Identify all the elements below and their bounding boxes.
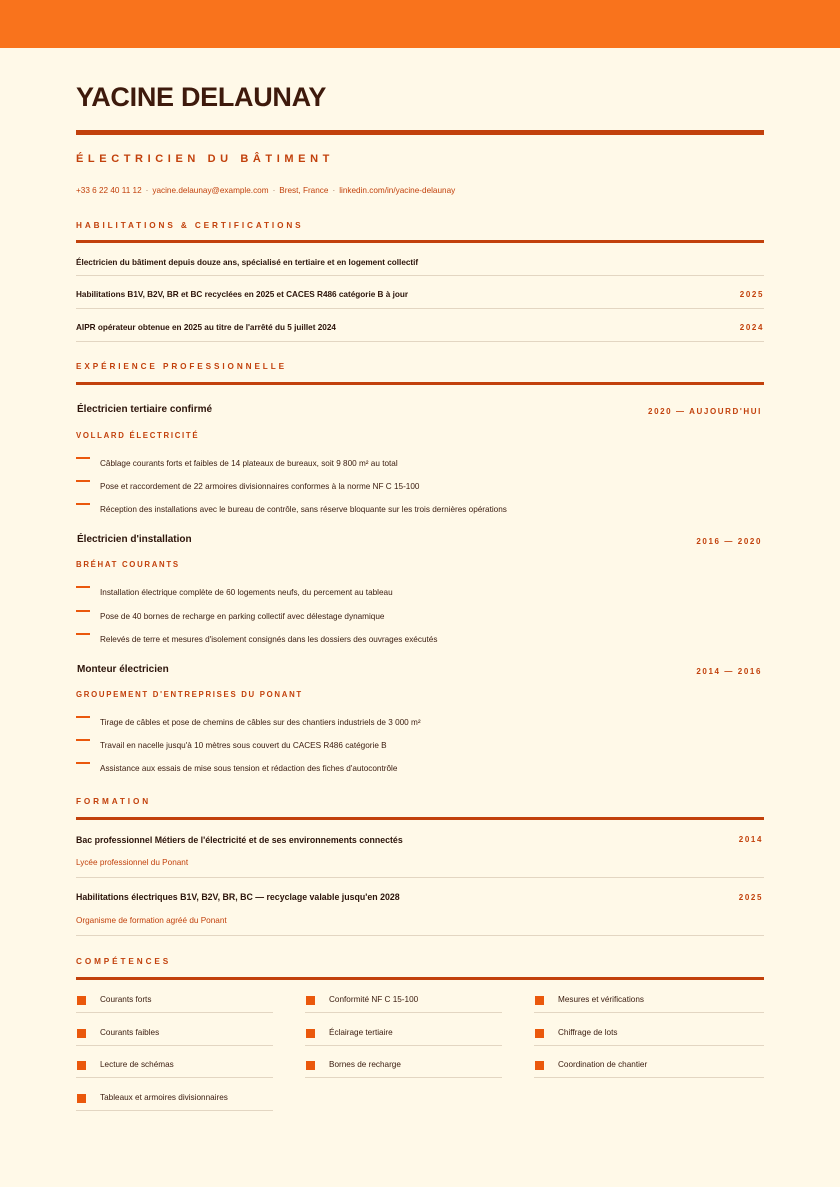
skill-label: Courants forts <box>100 995 152 1004</box>
bullet-dash-icon <box>76 716 90 718</box>
job-dates: 2016 — 2020 <box>696 537 762 546</box>
certification-year: 2024 <box>739 323 764 332</box>
certification-text: Électricien du bâtiment depuis douze ans, spécialisé en tertiaire et en logement collectif <box>76 258 419 267</box>
contact-separator: · <box>145 186 149 195</box>
certification-row <box>76 309 764 342</box>
bullet-dash-icon <box>76 610 90 612</box>
job-bullet: Pose de 40 bornes de recharge en parking collectif avec délestage dynamique <box>100 612 385 621</box>
square-bullet-icon <box>535 1029 544 1038</box>
square-bullet-icon <box>306 1061 315 1070</box>
job-bullet: Travail en nacelle jusqu'à 10 mètres sous couvert du CACES R486 catégorie B <box>100 741 387 750</box>
section-divider <box>76 817 764 820</box>
contact-separator: · <box>332 186 336 195</box>
skill-item <box>534 995 764 1013</box>
skill-label: Lecture de schémas <box>100 1060 174 1069</box>
education-title: Habilitations électriques B1V, B2V, BR, BC — recyclage valable jusqu'en 2028 <box>76 892 400 902</box>
job-employer: VOLLARD ÉLECTRICITÉ <box>76 431 200 440</box>
skill-item <box>76 995 273 1013</box>
skill-label: Bornes de recharge <box>329 1060 401 1069</box>
contact-separator: · <box>272 186 276 195</box>
skill-item <box>534 1028 764 1046</box>
square-bullet-icon <box>306 996 315 1005</box>
job-bullet: Pose et raccordement de 22 armoires divisionnaires conformes à la norme NF C 15-100 <box>100 482 420 491</box>
bullet-dash-icon <box>76 586 90 588</box>
job-dates: 2014 — 2016 <box>696 667 762 676</box>
section-title-experience: EXPÉRIENCE PROFESSIONNELLE <box>76 362 287 371</box>
bullet-dash-icon <box>76 762 90 764</box>
contact-linkedin[interactable]: linkedin.com/in/yacine-delaunay <box>339 186 456 195</box>
skill-label: Tableaux et armoires divisionnaires <box>100 1093 228 1102</box>
square-bullet-icon <box>77 1094 86 1103</box>
job-bullet: Relevés de terre et mesures d'isolement consignés dans les dossiers des ouvrages exécutés <box>100 635 438 644</box>
skill-item <box>534 1060 764 1078</box>
skill-item <box>76 1093 273 1111</box>
job-title: Électricien tertiaire confirmé <box>77 404 213 415</box>
certification-text: Habilitations B1V, B2V, BR et BC recyclées en 2025 et CACES R486 catégorie B à jour <box>76 290 409 299</box>
certification-text: AIPR opérateur obtenue en 2025 au titre de l'arrêté du 5 juillet 2024 <box>76 323 336 332</box>
certification-row <box>76 276 764 309</box>
job-employer: GROUPEMENT D'ENTREPRISES DU PONANT <box>76 690 303 699</box>
square-bullet-icon <box>535 1061 544 1070</box>
square-bullet-icon <box>77 996 86 1005</box>
job-bullet: Câblage courants forts et faibles de 14 plateaux de bureaux, soit 9 800 m² au total <box>100 459 398 468</box>
job-title: Électricien d'installation <box>77 534 192 545</box>
section-title-skills: COMPÉTENCES <box>76 957 172 966</box>
skill-label: Courants faibles <box>100 1028 160 1037</box>
skill-label: Mesures et vérifications <box>558 995 645 1004</box>
square-bullet-icon <box>77 1029 86 1038</box>
education-year: 2014 <box>738 835 763 844</box>
education-school: Lycée professionnel du Ponant <box>76 858 189 867</box>
education-year: 2025 <box>738 893 763 902</box>
education-divider <box>76 935 764 936</box>
section-title-education: FORMATION <box>76 797 152 806</box>
skill-label: Conformité NF C 15-100 <box>329 995 419 1004</box>
job-title: Monteur électricien <box>77 664 169 675</box>
skill-item <box>305 995 502 1013</box>
certification-year: 2025 <box>739 290 764 299</box>
bullet-dash-icon <box>76 739 90 741</box>
section-divider <box>76 382 764 385</box>
certification-row <box>76 243 764 276</box>
education-school: Organisme de formation agréé du Ponant <box>76 916 227 925</box>
candidate-name: YACINE DELAUNAY <box>76 82 327 112</box>
section-title-certifications: HABILITATIONS & CERTIFICATIONS <box>76 221 304 230</box>
skill-label: Chiffrage de lots <box>558 1028 618 1037</box>
skill-item <box>305 1028 502 1046</box>
job-dates: 2020 — AUJOURD'HUI <box>648 407 762 416</box>
contact-email[interactable]: yacine.delaunay@example.com <box>152 186 269 195</box>
job-bullet: Réception des installations avec le bureau de contrôle, sans réserve bloquante sur les trois dernières opérations <box>100 505 507 514</box>
bullet-dash-icon <box>76 480 90 482</box>
education-title: Bac professionnel Métiers de l'électricité et de ses environnements connectés <box>76 835 403 845</box>
top-accent-bar <box>0 0 840 48</box>
skill-item <box>76 1060 273 1078</box>
job-title: ÉLECTRICIEN DU BÂTIMENT <box>76 153 334 165</box>
job-bullet: Tirage de câbles et pose de chemins de câbles sur des chantiers industriels de 3 000 m² <box>100 718 421 727</box>
section-divider <box>76 977 764 980</box>
skill-item <box>76 1028 273 1046</box>
bullet-dash-icon <box>76 457 90 459</box>
contact-line <box>76 186 455 195</box>
header-divider <box>76 130 764 135</box>
skill-label: Éclairage tertiaire <box>329 1028 393 1037</box>
bullet-dash-icon <box>76 503 90 505</box>
square-bullet-icon <box>77 1061 86 1070</box>
square-bullet-icon <box>535 996 544 1005</box>
education-divider <box>76 877 764 878</box>
job-bullet: Installation électrique complète de 60 logements neufs, du percement au tableau <box>100 588 393 597</box>
job-employer: BRÉHAT COURANTS <box>76 560 180 569</box>
job-bullet: Assistance aux essais de mise sous tension et rédaction des fiches d'autocontrôle <box>100 764 398 773</box>
contact-phone: +33 6 22 40 11 12 <box>76 186 142 195</box>
skill-label: Coordination de chantier <box>558 1060 648 1069</box>
square-bullet-icon <box>306 1029 315 1038</box>
contact-location: Brest, France <box>279 186 329 195</box>
bullet-dash-icon <box>76 633 90 635</box>
skill-item <box>305 1060 502 1078</box>
